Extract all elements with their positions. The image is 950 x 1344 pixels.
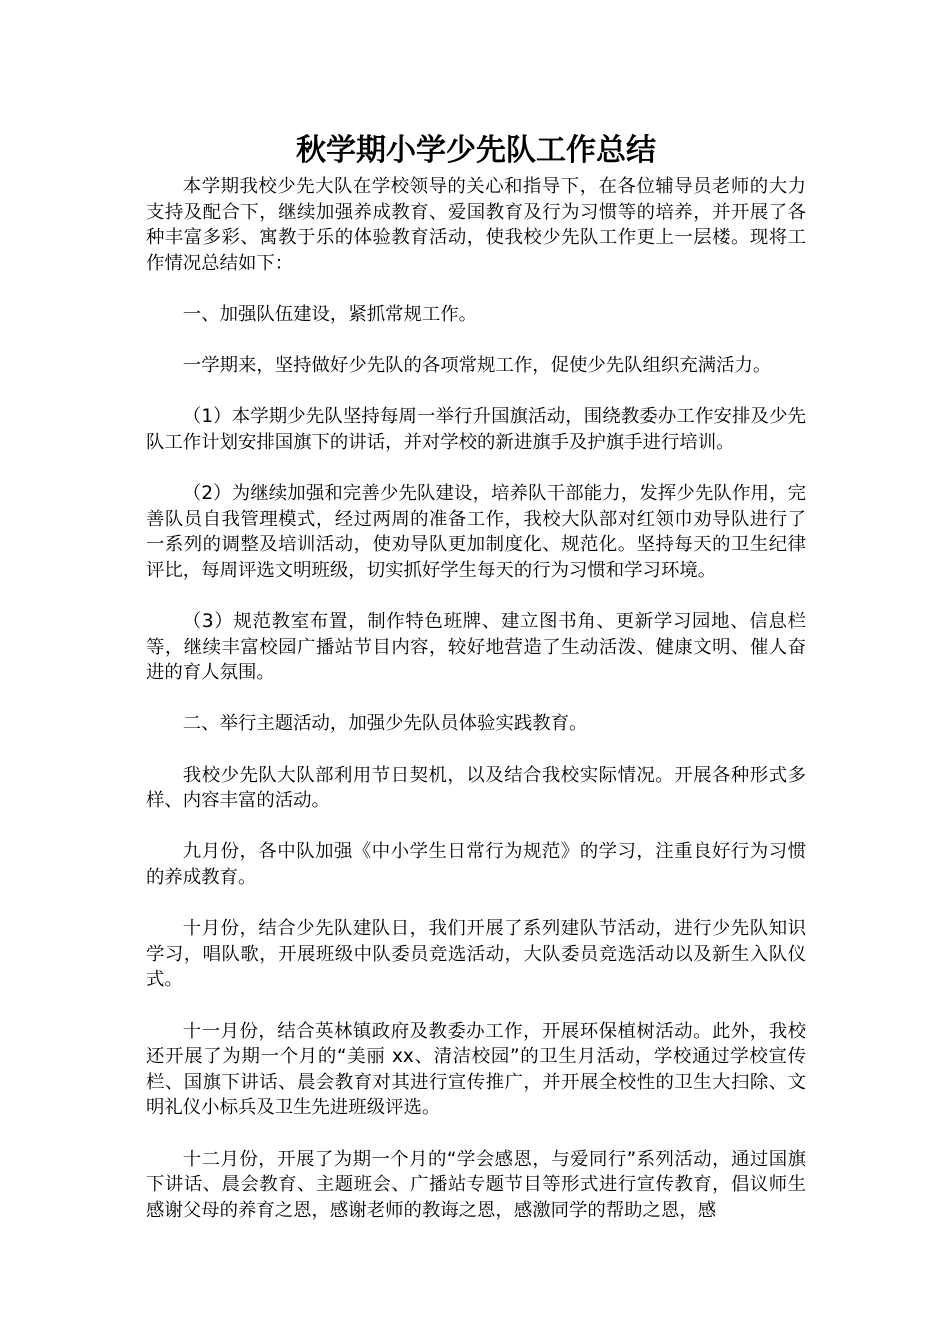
section-heading-2: 二、举行主题活动，加强少先队员体验实践教育。 [182,713,588,735]
paragraph-november: 十一月份，结合英林镇政府及教委办工作，开展环保植树活动。此外，我校还开展了为期一个月的“美丽 xx、清洁校园”的卫生月活动，学校通过学校宣传栏、国旗下讲话、晨会教育对其进行宣传推广，并开展全校性的卫生大扫除、文明礼仪小标兵及卫生先进班级评选。 [146,1020,806,1119]
paragraph-item-2: （2）为继续加强和完善少先队建设，培养队干部能力，发挥少先队作用，完善队员自我管理模式，经过两周的准备工作，我校大队部对红领巾劝导队进行了一系列的调整及培训活动，使劝导队更加制度化、规范化。坚持每天的卫生纪律评比，每周评选文明班级，切实抓好学生每天的行为习惯和学习环境。 [146,483,806,581]
paragraph: 一学期来，坚持做好少先队的各项常规工作，促使少先队组织充满活力。 [182,355,772,377]
document-title: 秋学期小学少先队工作总结 [296,133,656,168]
section-heading-1: 一、加强队伍建设，紧抓常规工作。 [182,303,478,325]
paragraph-october: 十月份，结合少先队建队日，我们开展了系列建队节活动，进行少先队知识学习，唱队歌，开展班级中队委员竞选活动，大队委员竞选活动以及新生入队仪式。 [146,918,806,991]
paragraph-item-3: （3）规范教室布置，制作特色班牌、建立图书角、更新学习园地、信息栏等，继续丰富校园广播站节目内容，较好地营造了生动活泼、健康文明、催人奋进的育人氛围。 [146,611,806,684]
paragraph-september: 九月份，各中队加强《中小学生日常行为规范》的学习，注重良好行为习惯的养成教育。 [146,841,806,889]
paragraph-december: 十二月份，开展了为期一个月的“学会感恩，与爱同行”系列活动，通过国旗下讲话、晨会教育、主题班会、广播站专题节目等形式进行宣传教育，倡议师生感谢父母的养育之恩，感谢老师的教诲之恩，感激同学的帮助之恩，感 [146,1148,806,1221]
paragraph-item-1: （1）本学期少先队坚持每周一举行升国旗活动，围绕教委办工作安排及少先队工作计划安排国旗下的讲话，并对学校的新进旗手及护旗手进行培训。 [146,406,806,453]
paragraph: 我校少先队大队部利用节日契机，以及结合我校实际情况。开展各种形式多样、内容丰富的活动。 [146,764,806,812]
document-page [146,128,806,1249]
paragraph-intro: 本学期我校少先大队在学校领导的关心和指导下，在各位辅导员老师的大力支持及配合下，继续加强养成教育、爱国教育及行为习惯等的培养，并开展了各种丰富多彩、寓教于乐的体验教育活动，使我校少先队工作更上一层楼。现将工作情况总结如下： [146,176,806,274]
